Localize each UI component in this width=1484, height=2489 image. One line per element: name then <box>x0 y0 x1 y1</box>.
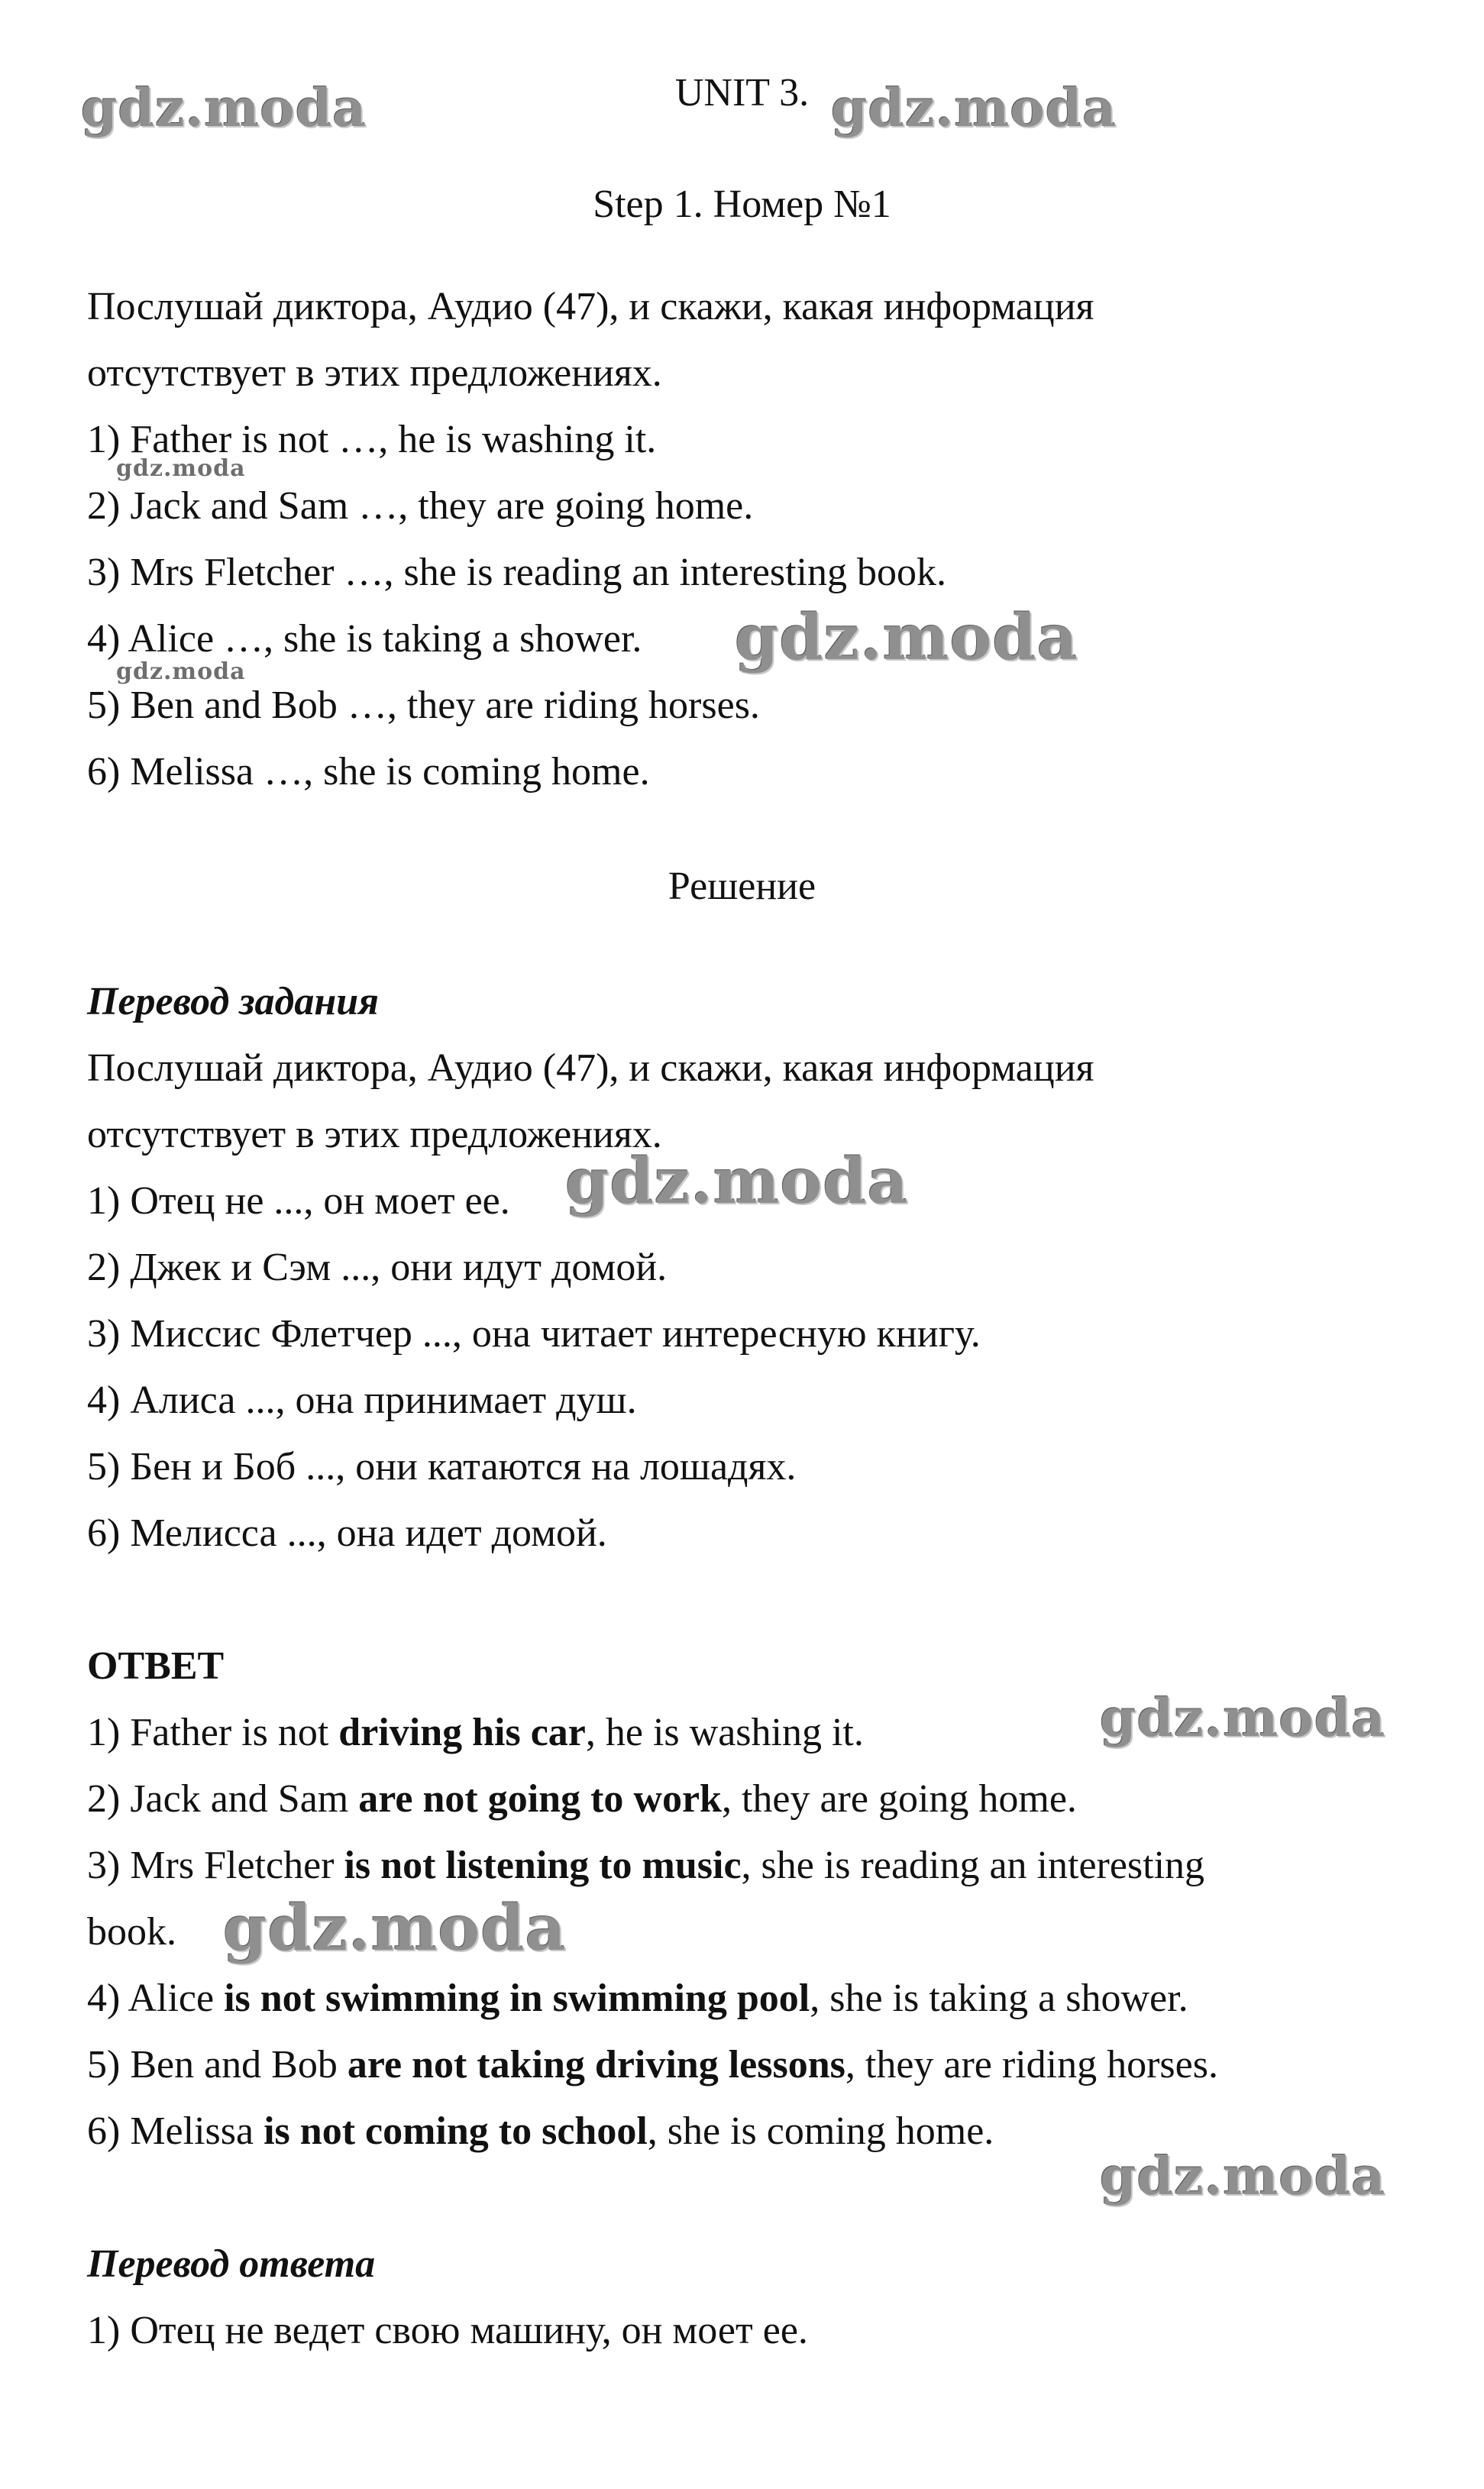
answer-item-pre: 3) Mrs Fletcher <box>87 1844 344 1887</box>
answer-item-bold: are not going to work <box>358 1777 722 1821</box>
answer-item-post: , he is washing it. <box>585 1711 864 1754</box>
answer-item <box>87 2042 1218 2088</box>
translation-instruction-line-2: отсутствует в этих предложениях. <box>87 1113 662 1156</box>
task-instruction-line-1: Послушай диктора, Аудио (47), и скажи, какая информация <box>87 285 1094 328</box>
answer-item-pre: 4) Alice <box>87 1977 225 2020</box>
answer-item-post: , she is coming home. <box>647 2109 994 2153</box>
answer-heading: ОТВЕТ <box>87 1644 225 1688</box>
watermark: gdz.moda <box>1100 2146 1386 2207</box>
answer-item <box>87 1710 864 1756</box>
answer-item-continuation: book. <box>87 1910 176 1954</box>
answer-translation-heading: Перевод ответа <box>87 2242 376 2286</box>
watermark: gdz.moda <box>1100 1688 1386 1749</box>
answer-item-post: , they are riding horses. <box>845 2043 1218 2087</box>
translation-item: 6) Мелисса ..., она идет домой. <box>87 1511 607 1555</box>
answer-item-bold: driving his car <box>338 1711 586 1754</box>
answer-item-pre: 2) Jack and Sam <box>87 1777 359 1821</box>
task-item: 1) Father is not …, he is washing it. <box>87 418 657 461</box>
translation-item: 1) Отец не ..., он моет ее. <box>87 1179 510 1223</box>
answer-item-bold: is not swimming in swimming pool <box>224 1977 810 2020</box>
watermark: gdz.moda <box>735 601 1078 674</box>
translation-instruction-line-1: Послушай диктора, Аудио (47), и скажи, какая информация <box>87 1046 1094 1090</box>
watermark: gdz.moda <box>223 1892 567 1965</box>
watermark: gdz.moda <box>565 1145 909 1218</box>
answer-translation-item: 1) Отец не ведет свою машину, он моет ее. <box>87 2309 808 2352</box>
answer-item <box>87 2109 994 2154</box>
answer-item-bold: is not listening to music <box>344 1844 742 1887</box>
translation-item: 4) Алиса ..., она принимает душ. <box>87 1379 637 1422</box>
answer-item <box>87 1843 1204 1889</box>
answer-item-post: , they are going home. <box>721 1777 1077 1821</box>
answer-item-pre: 1) Father is not <box>87 1711 339 1754</box>
watermark: gdz.moda <box>116 455 246 482</box>
answer-item <box>87 1976 1188 2022</box>
answer-item-bold: are not taking driving lessons <box>347 2043 845 2087</box>
answer-item-post: , she is taking a shower. <box>810 1977 1188 2020</box>
answer-item-post: , she is reading an interesting <box>741 1844 1205 1887</box>
task-item: 4) Alice …, she is taking a shower. <box>87 617 642 661</box>
task-item: 6) Melissa …, she is coming home. <box>87 750 650 794</box>
answer-item <box>87 1776 1077 1822</box>
unit-title: UNIT 3. <box>674 71 810 115</box>
task-item: 5) Ben and Bob …, they are riding horses. <box>87 684 760 727</box>
task-item: 2) Jack and Sam …, they are going home. <box>87 484 754 528</box>
translation-item: 3) Миссис Флетчер ..., она читает интересную книгу. <box>87 1312 981 1356</box>
translation-heading: Перевод задания <box>87 980 379 1023</box>
answer-item-bold: is not coming to school <box>263 2109 648 2153</box>
translation-item: 2) Джек и Сэм ..., они идут домой. <box>87 1246 668 1289</box>
solution-title: Решение <box>668 865 816 908</box>
watermark: gdz.moda <box>81 78 367 139</box>
task-item: 3) Mrs Fletcher …, she is reading an interesting book. <box>87 551 946 594</box>
watermark: gdz.moda <box>831 78 1117 139</box>
task-instruction-line-2: отсутствует в этих предложениях. <box>87 351 662 395</box>
translation-item: 5) Бен и Боб ..., они катаются на лошадях. <box>87 1445 797 1489</box>
watermark: gdz.moda <box>116 658 246 685</box>
answer-item-pre: 6) Melissa <box>87 2109 264 2153</box>
answer-item-pre: 5) Ben and Bob <box>87 2043 348 2087</box>
step-title: Step 1. Номер №1 <box>593 183 891 226</box>
